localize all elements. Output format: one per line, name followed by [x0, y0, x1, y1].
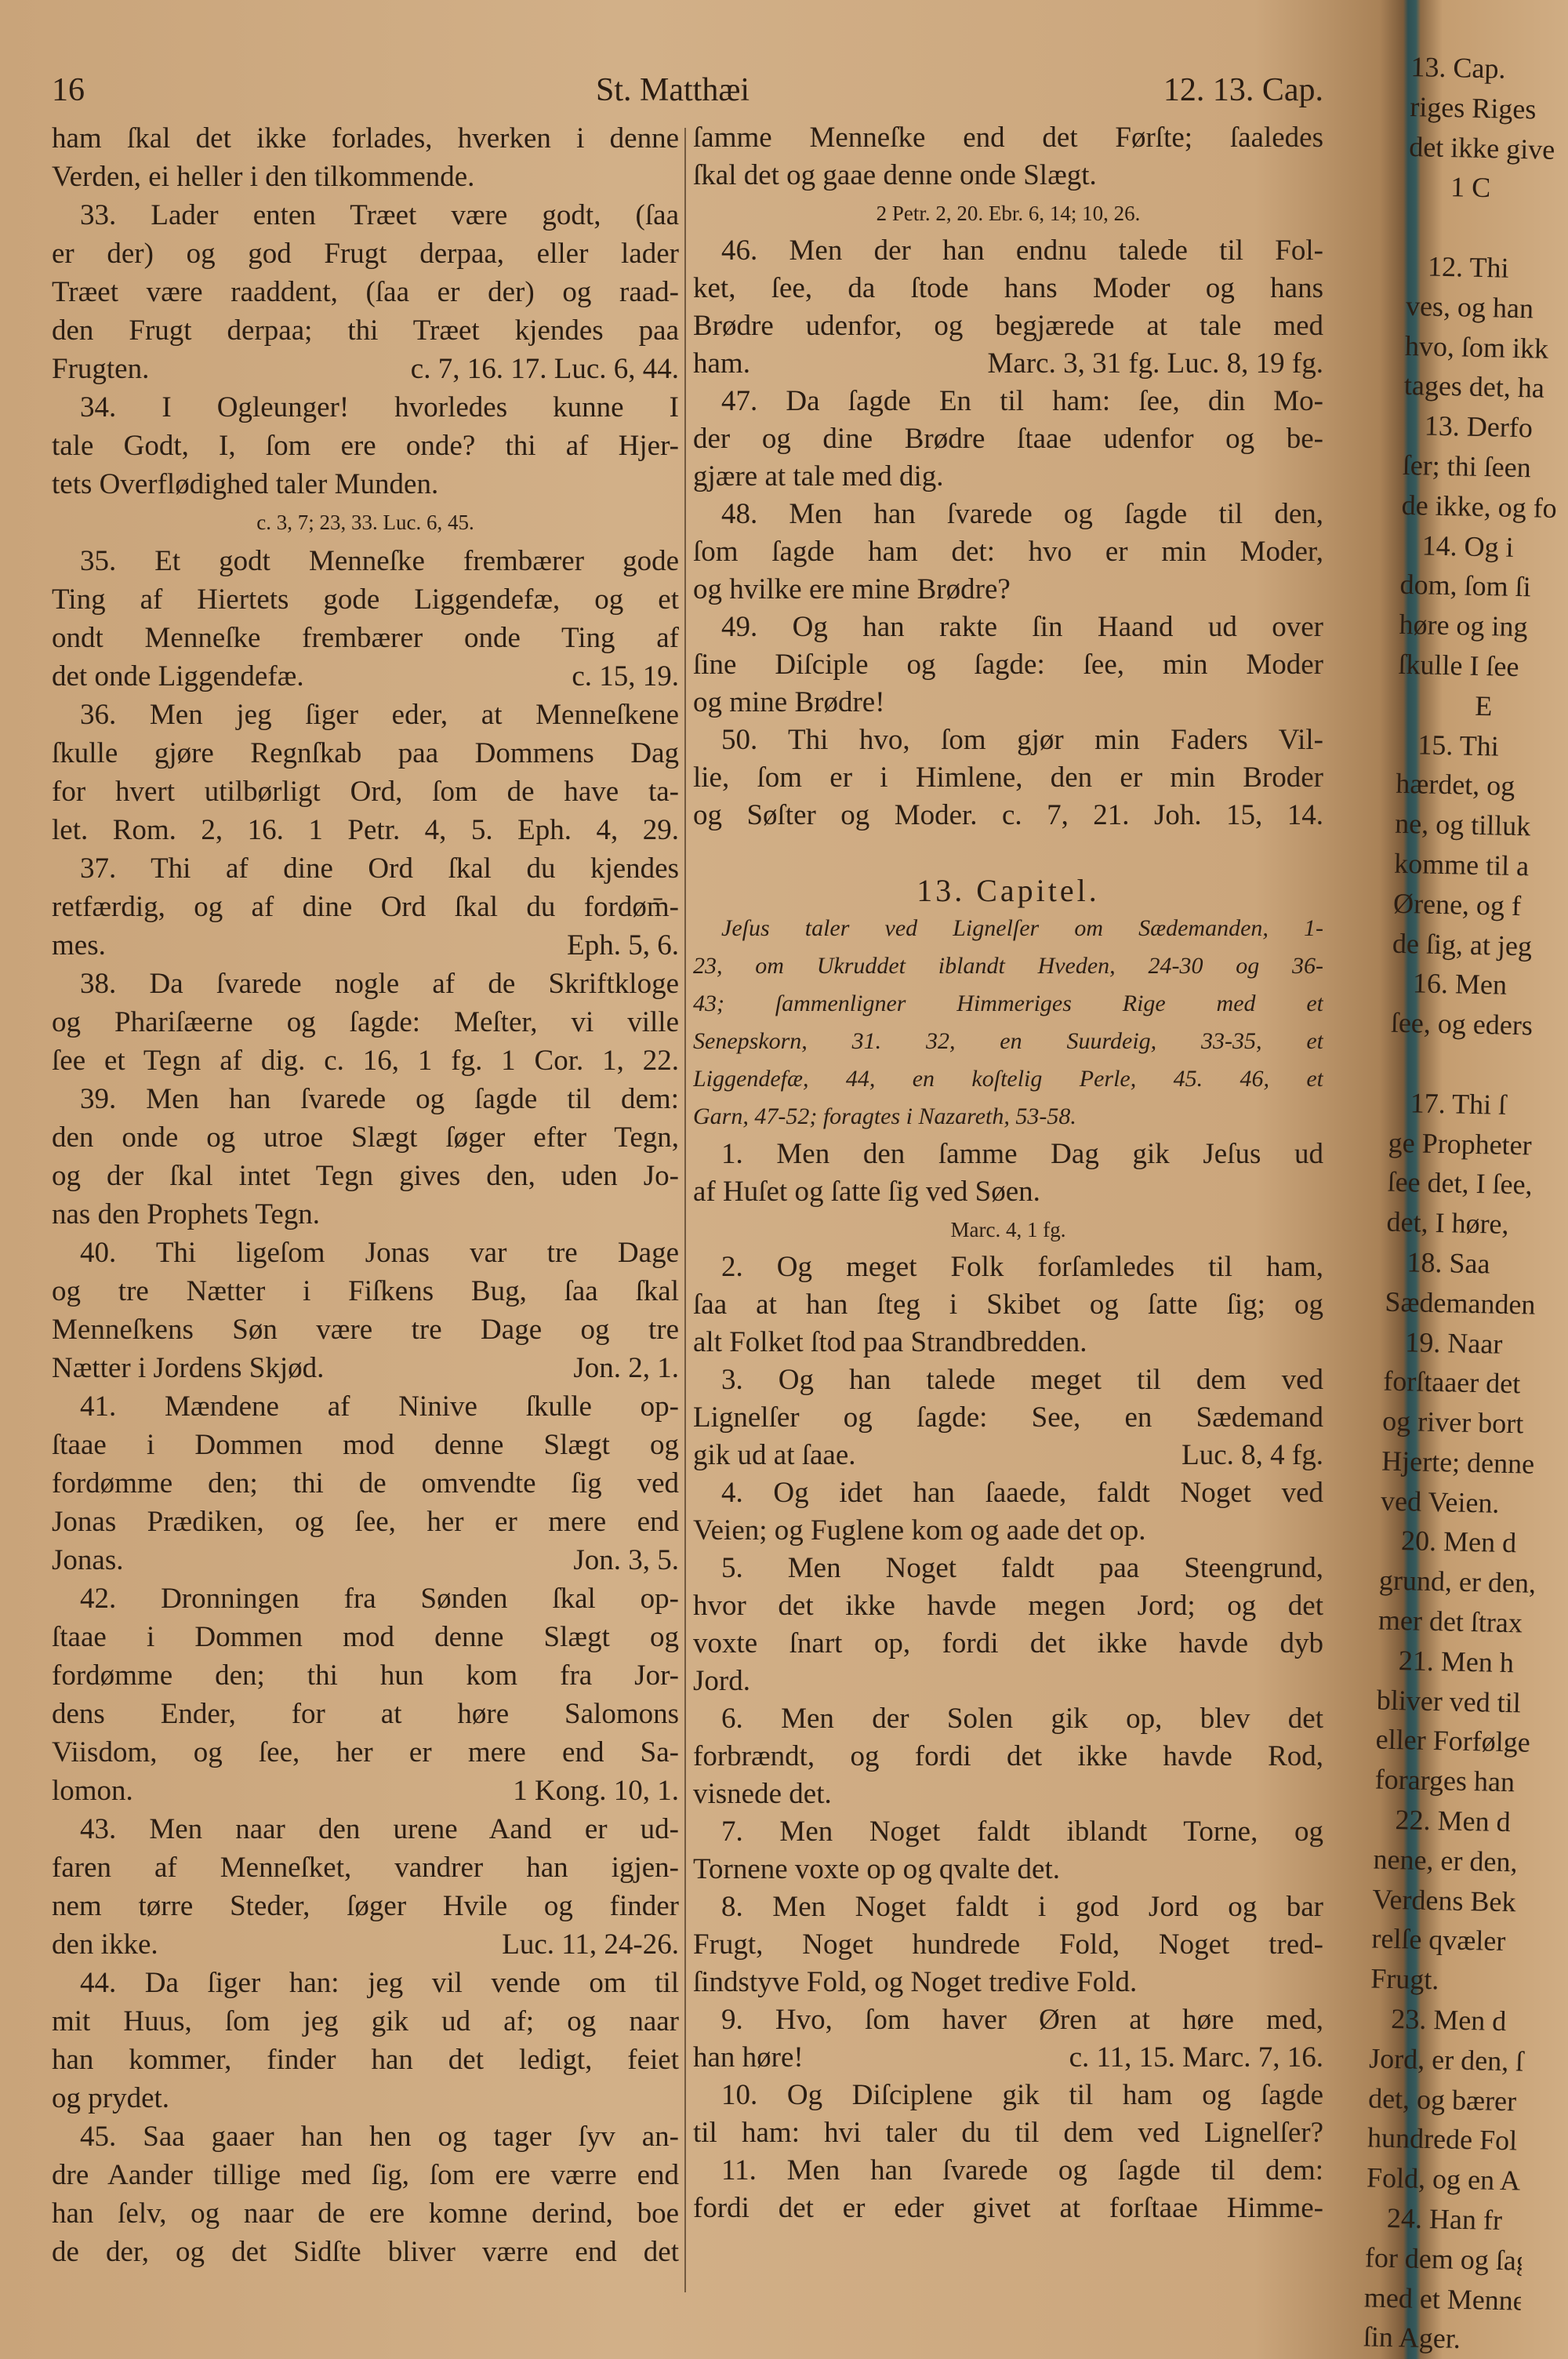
fragment-line: tages det, ha: [1403, 369, 1545, 405]
fragment-line: ves, og han: [1405, 289, 1534, 325]
text-line: hvor det ikke havde megen Jord; og det: [693, 1590, 1323, 1622]
text-line: han kommer, finder han det ledigt, feiet: [52, 2044, 679, 2076]
text-line: 8. Men Noget faldt i god Jord og bar: [721, 1891, 1323, 1923]
fragment-line: 23. Men d: [1369, 2002, 1507, 2037]
text-line: 2. Og meget Folk forſamledes til ham,: [721, 1251, 1323, 1283]
fragment-line: forarges han: [1374, 1763, 1515, 1798]
text-line: 6. Men der Solen gik op, blev det: [721, 1703, 1323, 1735]
text-line: alt Folket ſtod paa Strandbredden.: [693, 1326, 1087, 1358]
text-line: ſamme Menneſke end det Førſte; ſaaledes: [693, 122, 1323, 154]
text-line: ham ſkal det ikke forlades, hverken i denne: [52, 122, 679, 154]
fragment-line: Hjerte; denne: [1381, 1445, 1535, 1480]
cross-reference: c. 7, 16. 17. Luc. 6, 44.: [410, 353, 679, 385]
fragment-line: ge Propheter: [1388, 1126, 1533, 1161]
text-line: Frugt, Noget hundrede Fold, Noget tred-: [693, 1928, 1323, 1961]
text-line: de der, og det Sidſte bliver værre end det: [52, 2236, 679, 2268]
fragment-line: forſtaaer det: [1382, 1365, 1521, 1400]
left-text-column: [52, 119, 679, 2271]
text-line: ſaa at han ſteg i Skibet og ſatte ſig; og: [693, 1289, 1323, 1321]
text-line: 34. I Ogleunger! hvorledes kunne I: [80, 391, 679, 423]
text-line: for hvert utilbørligt Ord, ſom de have ta-: [52, 776, 679, 808]
text-line: Jord.: [693, 1665, 750, 1697]
text-line: forbrændt, og fordi det ikke havde Rod,: [693, 1740, 1323, 1772]
text-line: og prydet.: [52, 2082, 170, 2114]
text-line: fordi det er eder givet at forſtaae Himme-: [693, 2192, 1323, 2224]
text-line: [52, 1349, 679, 1387]
fragment-line: 13. Cap.: [1410, 50, 1506, 85]
fragment-line: ſer; thi ſeen: [1402, 449, 1532, 484]
running-title: St. Matthæi: [596, 72, 750, 108]
fragment-line: Sædemanden: [1385, 1285, 1536, 1321]
fragment-line: grund, er den,: [1378, 1564, 1537, 1600]
text-line: ſine Diſciple og ſagde: ſee, min Moder: [693, 649, 1323, 681]
cross-reference: 1 Kong. 10, 1.: [513, 1775, 679, 1807]
fragment-line: 20. Men d: [1379, 1525, 1517, 1559]
text-line: 37. Thi af dine Ord ſkal du kjendes: [80, 852, 679, 885]
text-line: 45. Saa gaaer han hen og tager ſyv an-: [80, 2121, 679, 2153]
text-line: let. Rom. 2, 16. 1 Petr. 4, 5. Eph. 4, 29.: [52, 814, 679, 846]
fragment-line: Fold, og en A: [1366, 2161, 1521, 2197]
next-page-fragment: [1363, 47, 1568, 2356]
text-line: 43. Men naar den urene Aand er ud-: [80, 1813, 679, 1845]
text-line: 10. Og Diſciplene gik til ham og ſagde: [721, 2079, 1323, 2111]
cross-reference: Jon. 2, 1.: [573, 1352, 679, 1384]
text-line: ondt Menneſke frembærer onde Ting af: [52, 622, 679, 654]
text-line: 9. Hvo, ſom haver Øren at høre med,: [721, 2004, 1323, 2036]
cross-reference: 2 Petr. 2, 20. Ebr. 6, 14; 10, 26.: [876, 202, 1141, 225]
text-line-body: mes.: [52, 929, 106, 961]
text-line: lie, ſom er i Himlene, den er min Broder: [693, 761, 1323, 794]
fragment-line: ſee det, I ſee,: [1387, 1165, 1533, 1201]
cross-reference: c. 11, 15. Marc. 7, 16.: [1069, 2041, 1323, 2074]
fragment-line: nene, er den,: [1373, 1843, 1518, 1878]
text-line: han ſelv, og naar de ere komne derind, boe: [52, 2197, 679, 2230]
fragment-line: og river bort: [1381, 1405, 1524, 1440]
fragment-line: med et Menne: [1363, 2281, 1526, 2317]
fragment-line: det, I høre,: [1386, 1205, 1509, 1241]
cross-reference: Jon. 3, 5.: [573, 1544, 679, 1576]
text-line: [52, 1772, 679, 1810]
text-line: Brødre udenfor, og begjærede at tale med: [693, 310, 1323, 342]
text-line: Veien; og Fuglene kom og aade det op.: [693, 1514, 1146, 1547]
text-line: dre Aander tillige med ſig, ſom ere værre end: [52, 2159, 679, 2191]
text-line: der og dine Brødre ſtaae udenfor og be-: [693, 423, 1323, 455]
fragment-line: 19. Naar: [1384, 1325, 1503, 1360]
text-line: ſindstyve Fold, og Noget tredive Fold.: [693, 1966, 1138, 1998]
text-line: 49. Og han rakte ſin Haand ud over: [721, 611, 1323, 643]
text-line: visnede det.: [693, 1778, 832, 1810]
text-line: 23, om Ukruddet iblandt Hveden, 24-30 og 36-: [693, 953, 1323, 979]
text-line: den Frugt derpaa; thi Træet kjendes paa: [52, 314, 679, 347]
text-line-body: lomon.: [52, 1775, 133, 1807]
text-line: af Huſet og ſatte ſig ved Søen.: [693, 1176, 1040, 1208]
text-line: til ham: hvi taler du til dem ved Lignelſer?: [693, 2117, 1323, 2149]
text-line: [693, 1437, 1323, 1474]
fragment-line: ved Veien.: [1380, 1485, 1500, 1519]
text-line: mit Huus, ſom jeg gik ud af; og naar: [52, 2005, 679, 2037]
cross-reference: c. 3, 7; 23, 33. Luc. 6, 45.: [256, 511, 474, 534]
text-line: og mine Brødre!: [693, 686, 885, 718]
fragment-line: 24. Han fr: [1365, 2201, 1503, 2237]
fragment-line: eller Forfølge: [1375, 1723, 1531, 1759]
text-line: Tornene voxte op og qvalte det.: [693, 1853, 1060, 1885]
text-line: 33. Lader enten Træet være godt, (ſaa: [80, 199, 679, 231]
fragment-line: dom, ſom ſi: [1399, 569, 1532, 603]
fragment-line: 14. Og i: [1400, 529, 1515, 563]
text-line: Jonas Prædiken, og ſee, her er mere end: [52, 1506, 679, 1538]
fragment-line: hvo, ſom ikk: [1404, 329, 1549, 365]
fragment-line: 22. Men d: [1374, 1803, 1512, 1838]
fragment-line: ſee, og eders: [1390, 1006, 1534, 1041]
fragment-line: 17. Thi ſ: [1388, 1086, 1507, 1121]
text-line: 11. Men han ſvarede og ſagde til dem:: [721, 2154, 1323, 2186]
fragment-line: E: [1397, 688, 1493, 722]
column-divider: [684, 128, 686, 2292]
fragment-line: 12. Thi: [1406, 249, 1509, 284]
text-line: [52, 1541, 679, 1579]
text-line-body: Nætter i Jordens Skjød.: [52, 1352, 325, 1384]
text-line: 43; ſammenligner Himmeriges Rige med et: [693, 990, 1323, 1016]
text-line: 46. Men der han endnu talede til Fol-: [721, 234, 1323, 267]
fragment-line: 21. Men h: [1377, 1644, 1515, 1679]
text-line: Menneſkens Søn være tre Dage og tre: [52, 1314, 679, 1346]
text-line: 48. Men han ſvarede og ſagde til den,: [721, 498, 1323, 530]
text-line-body: ham.: [693, 347, 750, 380]
text-line: og Phariſæerne og ſagde: Meſter, vi ville: [52, 1006, 679, 1038]
text-line: 42. Dronningen fra Sønden ſkal op-: [80, 1583, 679, 1615]
fragment-line: det, og bærer: [1367, 2082, 1517, 2117]
text-line: Jeſus taler ved Lignelſer om Sædemanden, 1-: [721, 915, 1323, 941]
text-line: den onde og utroe Slægt ſøger efter Tegn,: [52, 1121, 679, 1154]
text-line: retfærdig, og af dine Ord ſkal du fordøm̄-: [52, 891, 679, 923]
text-line: ſtaae i Dommen mod denne Slægt og: [52, 1621, 679, 1653]
text-line: ſee et Tegn af dig. c. 16, 1 fg. 1 Cor. 1, 22.: [52, 1045, 679, 1077]
text-line: 41. Mændene af Ninive ſkulle op-: [80, 1390, 679, 1423]
text-line: 36. Men jeg ſiger eder, at Menneſkene: [80, 699, 679, 731]
text-line: 40. Thi ligeſom Jonas var tre Dage: [80, 1237, 679, 1269]
text-line: og der ſkal intet Tegn gives den, uden Jo-: [52, 1160, 679, 1192]
text-line: Lignelſer og ſagde: See, en Sædemand: [693, 1401, 1323, 1434]
chapter-heading: 13. Capitel.: [916, 873, 1100, 908]
text-line: 1. Men den ſamme Dag gik Jeſus ud: [721, 1138, 1323, 1170]
fragment-line: 16. Men: [1391, 967, 1508, 1001]
cross-reference: Luc. 11, 24-26.: [502, 1928, 679, 1961]
fragment-line: 18. Saa: [1385, 1245, 1490, 1280]
text-line: faren af Menneſket, vandrer han igjen-: [52, 1852, 679, 1884]
right-text-column: [693, 119, 1323, 2227]
fragment-line: de ſig, at jeg: [1392, 927, 1533, 962]
fragment-line: Frugt.: [1370, 1962, 1439, 1996]
text-line: [52, 657, 679, 696]
text-line-body: gik ud at ſaae.: [693, 1439, 856, 1471]
fragment-line: hundrede Fol: [1367, 2121, 1518, 2157]
text-line-body: Frugten.: [52, 353, 150, 385]
text-line: 50. Thi hvo, ſom gjør min Faders Vil-: [721, 724, 1323, 756]
fragment-line: bliver ved til: [1376, 1684, 1522, 1719]
text-line: nas den Prophets Tegn.: [52, 1198, 321, 1230]
text-line: Ting af Hiertets gode Liggendefæ, og et: [52, 583, 679, 616]
text-line: 3. Og han talede meget til dem ved: [721, 1364, 1323, 1396]
cross-reference: Eph. 5, 6.: [567, 929, 679, 961]
text-line: ſkulle gjøre Regnſkab paa Dommens Dag: [52, 737, 679, 769]
fragment-line: relſe qvæler: [1371, 1922, 1506, 1957]
text-line: Træet være raaddent, (ſaa er der) og raad-: [52, 276, 679, 308]
text-line: [52, 1925, 679, 1964]
chapter-reference: 12. 13. Cap.: [1163, 72, 1323, 108]
text-line: dens Ender, for at høre Salomons: [52, 1698, 679, 1730]
cross-reference: Marc. 4, 1 fg.: [950, 1218, 1066, 1241]
text-line: og tre Nætter i Fiſkens Bug, ſaa ſkal: [52, 1275, 679, 1307]
text-line: tets Overflødighed taler Munden.: [52, 468, 439, 500]
fragment-line: [1389, 1043, 1547, 1086]
fragment-line: for dem og ſagd: [1364, 2241, 1545, 2277]
text-line: er der) og god Frugt derpaa, eller lader: [52, 238, 679, 270]
text-line: og hvilke ere mine Brødre?: [693, 573, 1011, 605]
text-line: nem tørre Steder, ſøger Hvile og finder: [52, 1890, 679, 1922]
text-line: fordømme den; thi de omvendte ſig ved: [52, 1467, 679, 1499]
text-line: gjære at tale med dig.: [693, 460, 944, 493]
text-line: 35. Et godt Menneſke frembærer gode: [80, 545, 679, 577]
text-line: 7. Men Noget faldt iblandt Torne, og: [721, 1816, 1323, 1848]
fragment-line: høre og ing: [1399, 608, 1528, 643]
text-line-body: Jonas.: [52, 1544, 124, 1576]
text-line: [52, 350, 679, 388]
text-line-body: han høre!: [693, 2041, 804, 2074]
fragment-line: de ikke, og fo: [1401, 489, 1558, 524]
fragment-line: ne, og tilluk: [1394, 807, 1531, 842]
fragment-line: hærdet, og: [1395, 768, 1515, 802]
cross-reference: Luc. 8, 4 fg.: [1181, 1439, 1323, 1471]
fragment-line: Ørene, og f: [1392, 887, 1522, 921]
fragment-line: riges Riges: [1409, 90, 1537, 125]
text-line: fordømme den; thi hun kom fra Jor-: [52, 1659, 679, 1692]
text-line: [693, 834, 1323, 872]
fragment-line: mer det ſtrax: [1377, 1604, 1523, 1639]
text-line: ket, ſee, da ſtode hans Moder og hans: [693, 272, 1323, 304]
text-line: og Søſter og Moder. c. 7, 21. Joh. 15, 14.: [693, 799, 1323, 831]
fragment-line: det ikke give: [1408, 130, 1555, 165]
text-line: 5. Men Noget faldt paa Steengrund,: [721, 1552, 1323, 1584]
fragment-line: ſkulle I ſee: [1398, 648, 1519, 682]
text-line: ſtaae i Dommen mod denne Slægt og: [52, 1429, 679, 1461]
text-line: 39. Men han ſvarede og ſagde til dem:: [80, 1083, 679, 1115]
fragment-line: Jord, er den, ſ: [1368, 2042, 1524, 2077]
text-line-body: den ikke.: [52, 1928, 158, 1961]
page-number: 16: [52, 72, 85, 108]
text-line: Liggendefæ, 44, en koſtelig Perle, 45. 46, et: [693, 1066, 1323, 1092]
fragment-line: 1 C: [1407, 170, 1491, 204]
text-line: ſkal det og gaae denne onde Slægt.: [693, 159, 1097, 191]
text-line: Senepskorn, 31. 32, en Suurdeig, 33-35, et: [693, 1028, 1323, 1054]
text-line: [693, 2039, 1323, 2077]
text-line: Garn, 47-52; foragtes i Nazareth, 53-58.: [693, 1103, 1076, 1129]
text-line: 47. Da ſagde En til ham: ſee, din Mo-: [721, 385, 1323, 417]
text-line: 38. Da ſvarede nogle af de Skriftkloge: [80, 968, 679, 1000]
text-line-body: det onde Liggendefæ.: [52, 660, 304, 692]
fragment-line: ſin Ager.: [1363, 2321, 1461, 2355]
text-line: tale Godt, I, ſom ere onde? thi af Hjer-: [52, 430, 679, 462]
text-line: Viisdom, og ſee, her er mere end Sa-: [52, 1736, 679, 1768]
text-line: 4. Og idet han ſaaede, faldt Noget ved: [721, 1477, 1323, 1509]
fragment-line: 15. Thi: [1396, 728, 1500, 762]
cross-reference: c. 15, 19.: [572, 660, 679, 692]
text-line: [52, 926, 679, 965]
text-line: 44. Da ſiger han: jeg vil vende om til: [80, 1967, 679, 1999]
fragment-line: Verdens Bek: [1372, 1883, 1516, 1917]
text-line: [693, 345, 1323, 383]
fragment-line: komme til a: [1393, 847, 1530, 882]
cross-reference: Marc. 3, 31 fg. Luc. 8, 19 fg.: [987, 347, 1323, 380]
fragment-line: [1407, 206, 1565, 249]
fragment-line: 13. Derfo: [1403, 409, 1534, 444]
text-line: Verden, ei heller i den tilkommende.: [52, 161, 475, 193]
text-line: ſom ſagde ham det: hvo er min Moder,: [693, 536, 1323, 568]
text-line: voxte ſnart op, fordi det ikke havde dyb: [693, 1627, 1323, 1659]
